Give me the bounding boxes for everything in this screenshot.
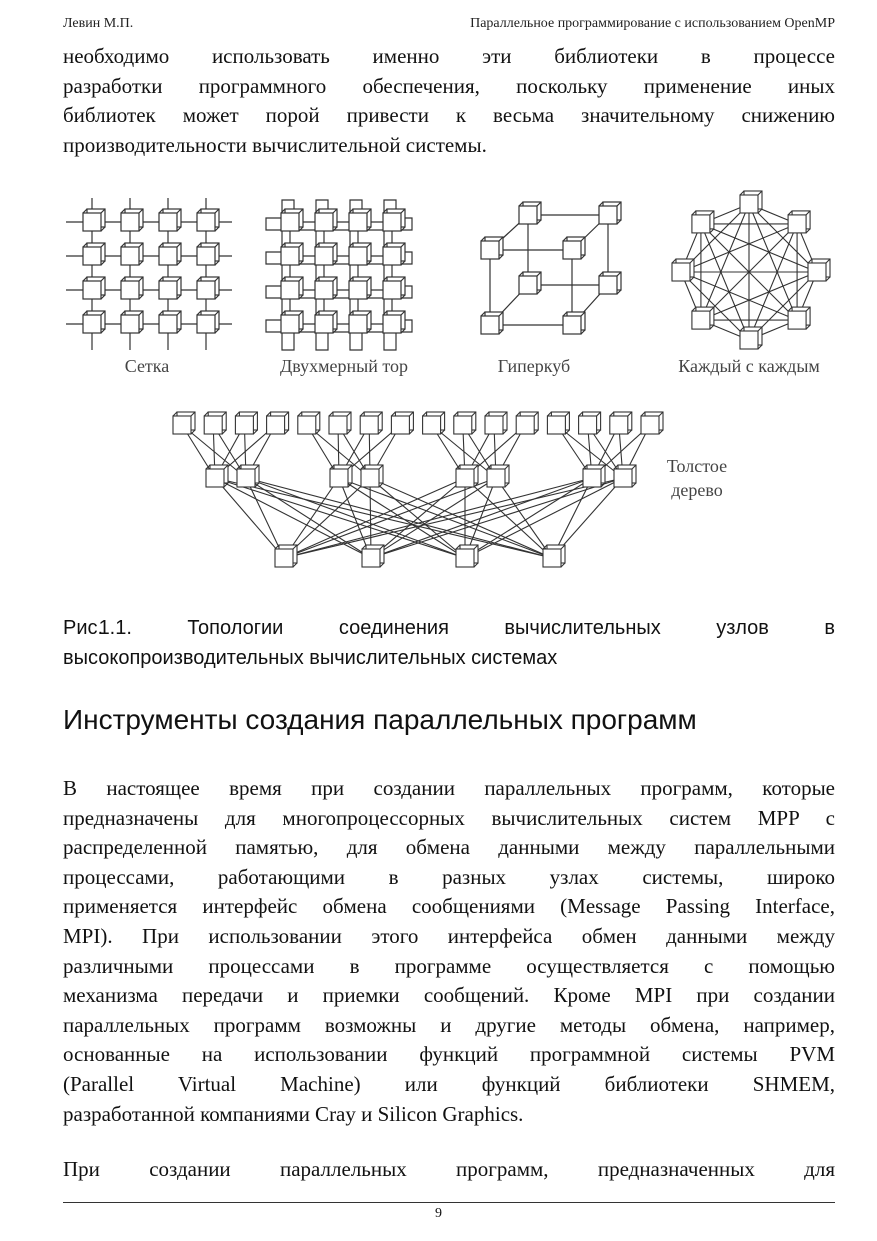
node-box [519,272,541,294]
node-front [281,281,299,299]
node-front [485,416,503,434]
node-edge [235,412,239,416]
node-edge [215,329,219,333]
node-box [788,211,810,233]
node-front [159,247,177,265]
node-front [454,416,472,434]
node-box [204,412,226,434]
node-front [808,263,826,281]
node-edge [379,483,383,487]
text-line: (Parallel Virtual Machine) или функций библиотеки SHMEM, [63,1071,835,1096]
node-edge [378,430,382,434]
node-edge [329,412,333,416]
caption-word: в [824,617,835,639]
node-front [315,315,333,333]
node-front [83,315,101,333]
node-front [456,469,474,487]
node-front [298,416,316,434]
node-edge [692,307,696,311]
node-box [481,237,503,259]
node-front [281,247,299,265]
text-line: разработанной компаниями Cray и Silicon Graphics. [63,1101,524,1126]
node-front [315,281,333,299]
node-front [197,315,215,333]
node-box [281,243,303,265]
node-box [281,311,303,333]
node-front [487,469,505,487]
node-box [362,545,384,567]
node-box [547,412,569,434]
caption-word: 1.1. [98,617,132,639]
node-box [740,191,762,213]
node-front [315,247,333,265]
node-edge [159,311,163,315]
node-front [383,315,401,333]
node-front [83,281,101,299]
node-edge [204,412,208,416]
node-front [330,469,348,487]
node-edge [474,563,478,567]
node-edge [597,430,601,434]
text-line: механизма передачи и приемки сообщений. Кроме MPI при создании [63,983,835,1008]
node-edge [690,277,694,281]
node-edge [505,483,509,487]
all-to-all-label: Каждый с каждым [678,356,820,376]
node-front [197,213,215,231]
text-line: применяется интерфейс обмена сообщениями (Message Passing Interface, [63,894,835,919]
node-box [360,412,382,434]
hypercube-topology-diagram [481,202,621,334]
node-front [281,213,299,231]
node-box [121,277,143,299]
node-box [83,311,105,333]
node-edge [547,412,551,416]
node-box [315,277,337,299]
node-box [121,243,143,265]
text-line: MPI). При использовании этого интерфейса обмен данными между [63,923,835,948]
node-edge [159,277,163,281]
figure-caption [63,613,835,673]
node-box [383,209,405,231]
node-box [197,311,219,333]
fat-tree-link [215,478,465,558]
node-box [159,243,181,265]
node-edge [758,209,762,213]
node-box [197,209,219,231]
hypercube-label: Гиперкуб [497,356,571,376]
node-front [329,416,347,434]
torus-topology-diagram [266,200,412,350]
next-paragraph [63,1155,835,1185]
node-front [692,215,710,233]
node-edge [561,563,565,567]
node-edge [740,191,744,195]
node-edge [534,430,538,434]
node-edge [610,412,614,416]
node-box [543,545,565,567]
node-front [516,416,534,434]
node-edge [159,243,163,247]
node-box [454,412,476,434]
node-box [275,545,297,567]
node-edge [298,412,302,416]
node-edge [826,277,830,281]
node-box [121,311,143,333]
node-box [315,209,337,231]
node-edge [481,312,485,316]
node-edge [285,430,289,434]
node-front [543,549,561,567]
text-line: библиотек может порой привести к весьма значительному снижению [63,103,835,128]
node-front [610,416,628,434]
node-box [599,272,621,294]
node-front [383,213,401,231]
text-line: параллельных программ возможны и другие методы обмена, например, [63,1012,835,1037]
text-line: В настоящее время при создании параллельных программ, которые [63,776,835,800]
caption-line-2: высокопроизводительных вычислительных системах [63,647,558,669]
node-front [788,215,806,233]
fat-tree-link [371,478,623,558]
node-edge [423,412,427,416]
node-box [281,209,303,231]
node-edge [710,229,714,233]
node-edge [632,483,636,487]
node-front [563,316,581,334]
node-edge [197,277,201,281]
node-edge [316,430,320,434]
node-front [275,549,293,567]
node-front [83,247,101,265]
node-edge [177,261,181,265]
node-front [456,549,474,567]
footer-divider [63,1202,835,1203]
node-box [485,412,507,434]
node-box [599,202,621,224]
node-front [121,281,139,299]
node-edge [139,261,143,265]
node-edge [360,412,364,416]
node-front [583,469,601,487]
text-line: предназначены для многопроцессорных вычислительных систем MPP с [63,805,835,830]
node-front [519,206,537,224]
page-number: 9 [435,1206,442,1221]
node-front [121,315,139,333]
node-edge [503,430,507,434]
node-front [159,315,177,333]
node-box [349,243,371,265]
node-front [692,311,710,329]
node-front [315,213,333,231]
node-edge [177,295,181,299]
node-front [563,241,581,259]
node-front [206,469,224,487]
mesh-topology-diagram [66,198,232,350]
node-front [235,416,253,434]
node-front [173,416,191,434]
node-edge [485,412,489,416]
text-line: основанные на использовании функций программной системы PVM [63,1042,835,1067]
node-edge [215,295,219,299]
node-front [641,416,659,434]
text-line: производительности вычислительной системы. [63,132,487,157]
node-front [159,281,177,299]
node-box [83,243,105,265]
caption-word: Рис. [63,617,104,639]
node-box [516,412,538,434]
node-edge [472,430,476,434]
node-front [349,213,367,231]
node-front [281,315,299,333]
node-front [267,416,285,434]
node-box [349,311,371,333]
node-edge [253,430,257,434]
node-box [383,277,405,299]
text-line: разработки программного обеспечения, поскольку применение иных [63,73,835,98]
node-front [349,281,367,299]
node-front [740,331,758,349]
body-paragraph [63,774,835,1129]
node-edge [380,563,384,567]
node-box [614,465,636,487]
node-front [121,213,139,231]
node-front [614,469,632,487]
node-edge [215,261,219,265]
node-front [360,416,378,434]
node-edge [456,545,460,549]
node-edge [628,430,632,434]
node-front [383,247,401,265]
node-box [159,277,181,299]
node-box [349,277,371,299]
running-header-title: Параллельное программирование с использованием OpenMP [470,16,835,31]
node-box [159,311,181,333]
mesh-label: Сетка [124,356,170,376]
node-box [83,209,105,231]
node-edge [293,563,297,567]
node-box [610,412,632,434]
node-front [197,247,215,265]
node-box [315,243,337,265]
node-front [579,416,597,434]
node-edge [740,327,744,331]
node-edge [481,237,485,241]
node-edge [197,311,201,315]
fat-tree-label-line1: Толстое [666,456,728,476]
text-line: процессами, работающими в разных узлах системы, широко [63,864,835,889]
node-box [349,209,371,231]
node-edge [409,430,413,434]
node-box [481,312,503,334]
node-edge [347,430,351,434]
node-edge [362,545,366,549]
node-edge [806,229,810,233]
intro-paragraph [63,42,835,160]
node-front [237,469,255,487]
node-front [361,469,379,487]
node-box [197,277,219,299]
node-edge [758,345,762,349]
torus-label: Двухмерный тор [279,356,409,376]
node-edge [139,295,143,299]
text-line: распределенной памятью, для обмена данными между параллельными [63,835,835,860]
caption-word: Топологии [187,617,284,639]
caption-word: соединения [338,617,449,639]
node-edge [806,325,810,329]
topology-figure [0,180,877,580]
node-front [547,416,565,434]
node-box [423,412,445,434]
node-box [583,465,605,487]
node-front [423,416,441,434]
node-box [298,412,320,434]
node-front [349,247,367,265]
node-box [173,412,195,434]
node-box [383,311,405,333]
node-edge [267,412,271,416]
node-front [788,311,806,329]
node-box [788,307,810,329]
node-front [481,241,499,259]
node-edge [222,430,226,434]
caption-word: вычислительных [504,617,661,639]
node-box [391,412,413,434]
node-box [267,412,289,434]
node-front [362,549,380,567]
node-edge [692,211,696,215]
node-box [672,259,694,281]
node-edge [197,243,201,247]
node-edge [391,412,395,416]
node-front [391,416,409,434]
node-edge [139,227,143,231]
fat-tree-label-line2: дерево [671,480,723,500]
node-box [159,209,181,231]
node-box [197,243,219,265]
node-front [383,281,401,299]
node-box [383,243,405,265]
node-front [159,213,177,231]
node-edge [499,330,503,334]
node-front [599,206,617,224]
node-box [121,209,143,231]
node-edge [139,329,143,333]
node-front [481,316,499,334]
node-box [235,412,257,434]
node-box [740,327,762,349]
node-edge [454,412,458,416]
running-header-author: Левин М.П. [63,16,134,31]
node-edge [672,259,676,263]
node-edge [499,255,503,259]
node-front [349,315,367,333]
node-edge [788,307,792,311]
node-edge [177,329,181,333]
fat-tree-link [215,478,284,558]
text-line: различными процессами в программе осуществляется с помощью [63,953,835,978]
node-box [281,277,303,299]
node-front [197,281,215,299]
node-edge [659,430,663,434]
node-front [599,276,617,294]
node-edge [516,412,520,416]
node-edge [159,209,163,213]
node-edge [641,412,645,416]
node-edge [177,227,181,231]
node-front [121,247,139,265]
node-front [672,263,690,281]
text-line: При создании параллельных программ, предназначенных для [63,1157,835,1181]
node-front [83,213,101,231]
caption-word: узлов [716,617,769,639]
node-box [692,211,714,233]
node-box [563,312,585,334]
node-box [808,259,830,281]
all-to-all-topology-diagram [672,191,830,349]
section-heading: Инструменты создания параллельных программ [63,704,697,735]
node-box [579,412,601,434]
node-box [692,307,714,329]
node-box [563,237,585,259]
text-line: необходимо использовать именно эти библиотеки в процессе [63,44,835,68]
node-box [456,545,478,567]
node-edge [173,412,177,416]
node-box [315,311,337,333]
node-edge [579,412,583,416]
node-edge [215,227,219,231]
caption-line-1 [63,613,835,643]
fat-tree-topology-diagram [173,412,663,567]
node-edge [197,209,201,213]
node-box [641,412,663,434]
node-edge [808,259,812,263]
node-front [204,416,222,434]
node-box [329,412,351,434]
node-edge [788,211,792,215]
node-box [83,277,105,299]
node-edge [710,325,714,329]
node-box [519,202,541,224]
node-front [519,276,537,294]
node-front [740,195,758,213]
